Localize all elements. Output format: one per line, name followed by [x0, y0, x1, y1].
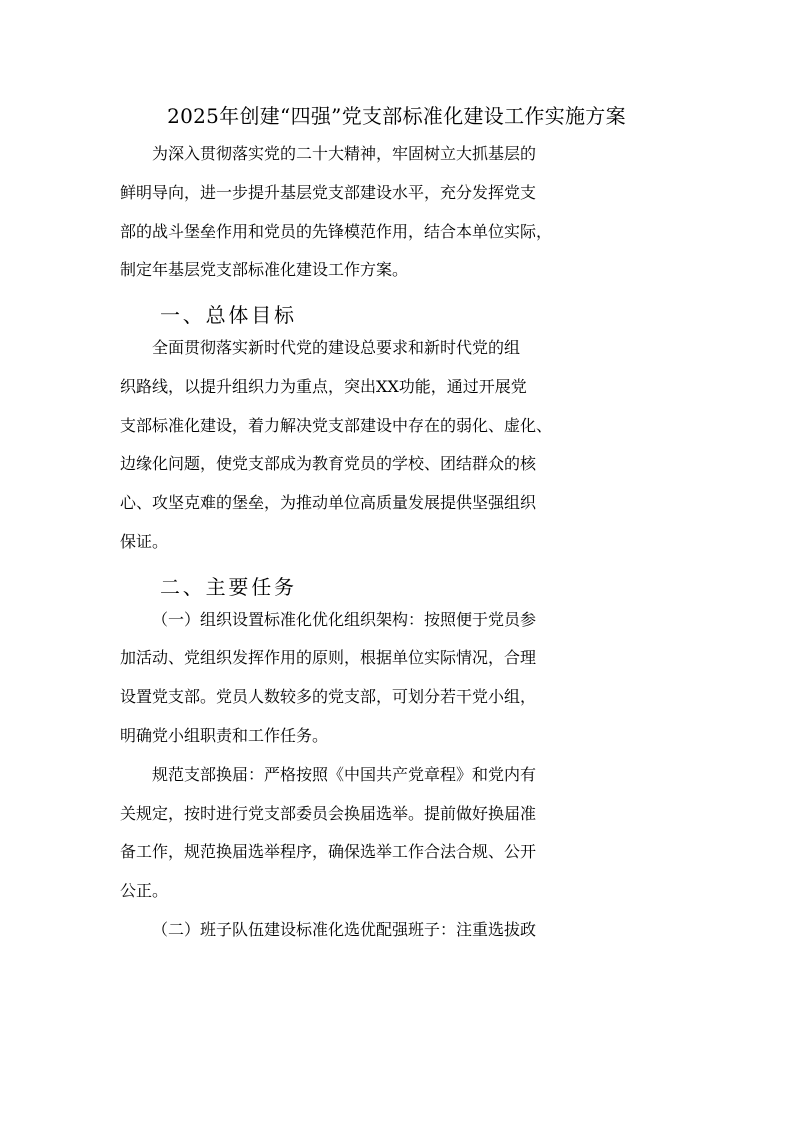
paragraph-line: 鲜明导向，进一步提升基层党支部建设水平，充分发挥党支	[120, 182, 537, 202]
paragraph-line: 明确党小组职责和工作任务。	[120, 725, 329, 745]
paragraph-line: 心、攻坚克难的堡垒，为推动单位高质量发展提供坚强组织	[120, 493, 537, 513]
overall-goal-paragraph	[120, 335, 680, 568]
document-title: 2025年创建“四强”党支部标准化建设工作实施方案	[167, 104, 626, 128]
paragraph-line: 加活动、党组织发挥作用的原则，根据单位实际情况，合理	[120, 648, 537, 668]
section-heading-overall-goal: 一、总体目标	[160, 303, 297, 328]
paragraph-line: 保证。	[120, 531, 169, 551]
document-body	[120, 141, 680, 956]
task-team-paragraph	[120, 917, 680, 956]
paragraph-line: 备工作，规范换届选举程序，确保选举工作合法合规、公开	[120, 842, 537, 862]
paragraph-line: 边缘化问题，使党支部成为教育党员的学校、团结群众的核	[120, 454, 537, 474]
paragraph-line: 制定年基层党支部标准化建设工作方案。	[120, 260, 409, 280]
paragraph-line: 为深入贯彻落实党的二十大精神，牢固树立大抓基层的	[152, 144, 537, 163]
paragraph-line: 支部标准化建设，着力解决党支部建设中存在的弱化、虚化、	[120, 415, 553, 435]
paragraph-line: （二）班子队伍建设标准化选优配强班子：注重选拔政	[152, 919, 537, 939]
paragraph-line: 全面贯彻落实新时代党的建设总要求和新时代党的组	[152, 337, 521, 357]
paragraph-line: 关规定，按时进行党支部委员会换届选举。提前做好换届准	[120, 803, 537, 823]
task-organization-paragraph	[120, 607, 680, 762]
paragraph-line: 公正。	[120, 881, 169, 901]
task-election-paragraph	[120, 762, 680, 917]
paragraph-line: （一）组织设置标准化优化组织架构：按照便于党员参	[152, 609, 537, 629]
intro-paragraph	[120, 141, 680, 296]
paragraph-line: 规范支部换届：严格按照《中国共产党章程》和党内有	[152, 764, 537, 784]
section-heading-main-tasks: 二、主要任务	[160, 574, 297, 599]
paragraph-line: 部的战斗堡垒作用和党员的先锋模范作用，结合本单位实际，	[120, 221, 553, 241]
paragraph-line: 设置党支部。党员人数较多的党支部，可划分若干党小组，	[120, 687, 537, 707]
paragraph-line: 织路线，以提升组织力为重点，突出XX功能，通过开展党	[120, 376, 527, 396]
